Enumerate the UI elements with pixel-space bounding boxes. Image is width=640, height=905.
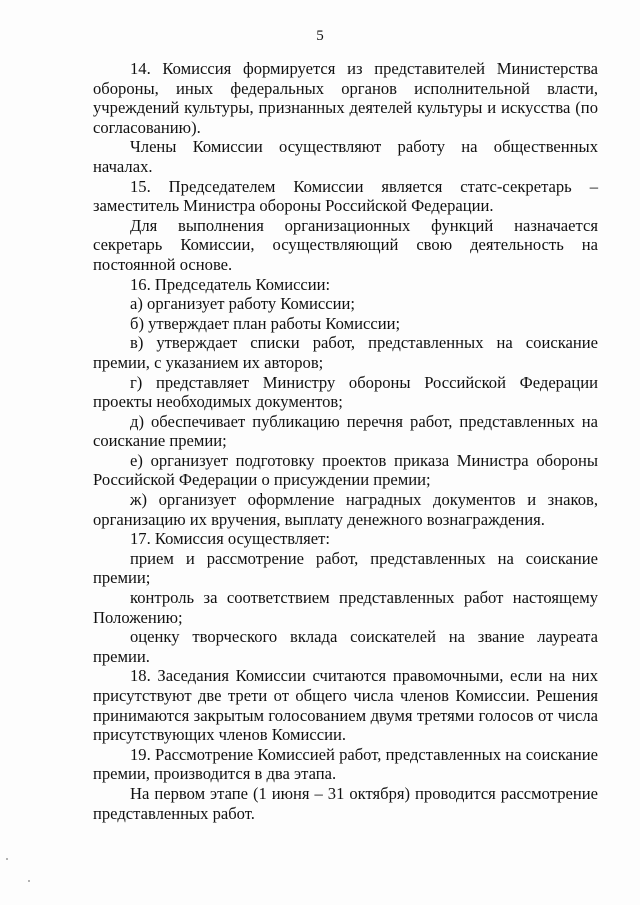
paragraph-16: 16. Председатель Комиссии: xyxy=(130,274,331,294)
paragraph-members: Члены Комиссии осуществляют работу на общественных началах. xyxy=(93,137,598,176)
paragraph-first-stage: На первом этапе (1 июня – 31 октября) проводится рассмотрение представленных работ. xyxy=(93,783,598,823)
list-item-reception: прием и рассмотрение работ, представленных на соискание премии; xyxy=(93,548,598,588)
page-number: 5 xyxy=(316,28,324,44)
list-item-g: г) представляет Министру обороны Российской Федерации проекты необходимых документов; xyxy=(93,372,598,412)
paragraph-18: 18. Заседания Комиссии считаются правомочными, если на них присутствуют две трети от общего числа членов Комиссии. Решения принимаются закрытым голосованием двумя третями голосов от числа присутствующих членов Комиссии. xyxy=(93,666,598,745)
document-body xyxy=(93,59,598,823)
list-item-control: контроль за соответствием представленных работ настоящему Положению; xyxy=(93,588,598,627)
paragraph-15: 15. Председателем Комиссии является статс-секретарь – заместитель Министра обороны Российской Федерации. xyxy=(93,176,598,216)
list-item-v: в) утверждает списки работ, представленных на соискание премии, с указанием их авторов; xyxy=(93,333,598,372)
list-item-zh: ж) организует оформление наградных документов и знаков, организацию их вручения, выплату денежного вознаграждения. xyxy=(93,490,598,529)
paragraph-14: 14. Комиссия формируется из представителей Министерства обороны, иных федеральных органов исполнительной власти, учреждений культуры, признанных деятелей культуры и искусства (по согласованию). xyxy=(93,59,598,137)
list-item-d: д) обеспечивает публикацию перечня работ, представленных на соискание премии; xyxy=(93,411,598,451)
list-item-e: е) организует подготовку проектов приказа Министра обороны Российской Федерации о присуждении премии; xyxy=(93,450,598,490)
list-item-a: а) организует работу Комиссии; xyxy=(130,294,355,314)
paragraph-17: 17. Комиссия осуществляет: xyxy=(130,529,330,549)
paragraph-19: 19. Рассмотрение Комиссией работ, представленных на соискание премии, производится в два этапа. xyxy=(93,744,598,784)
list-item-b: б) утверждает план работы Комиссии; xyxy=(130,313,401,333)
scan-artifact xyxy=(28,880,30,882)
scan-artifact xyxy=(6,858,8,860)
list-item-evaluation: оценку творческого вклада соискателей на звание лауреата премии. xyxy=(93,627,598,666)
paragraph-secretary: Для выполнения организационных функций назначается секретарь Комиссии, осуществляющий свою деятельность на постоянной основе. xyxy=(93,215,598,274)
